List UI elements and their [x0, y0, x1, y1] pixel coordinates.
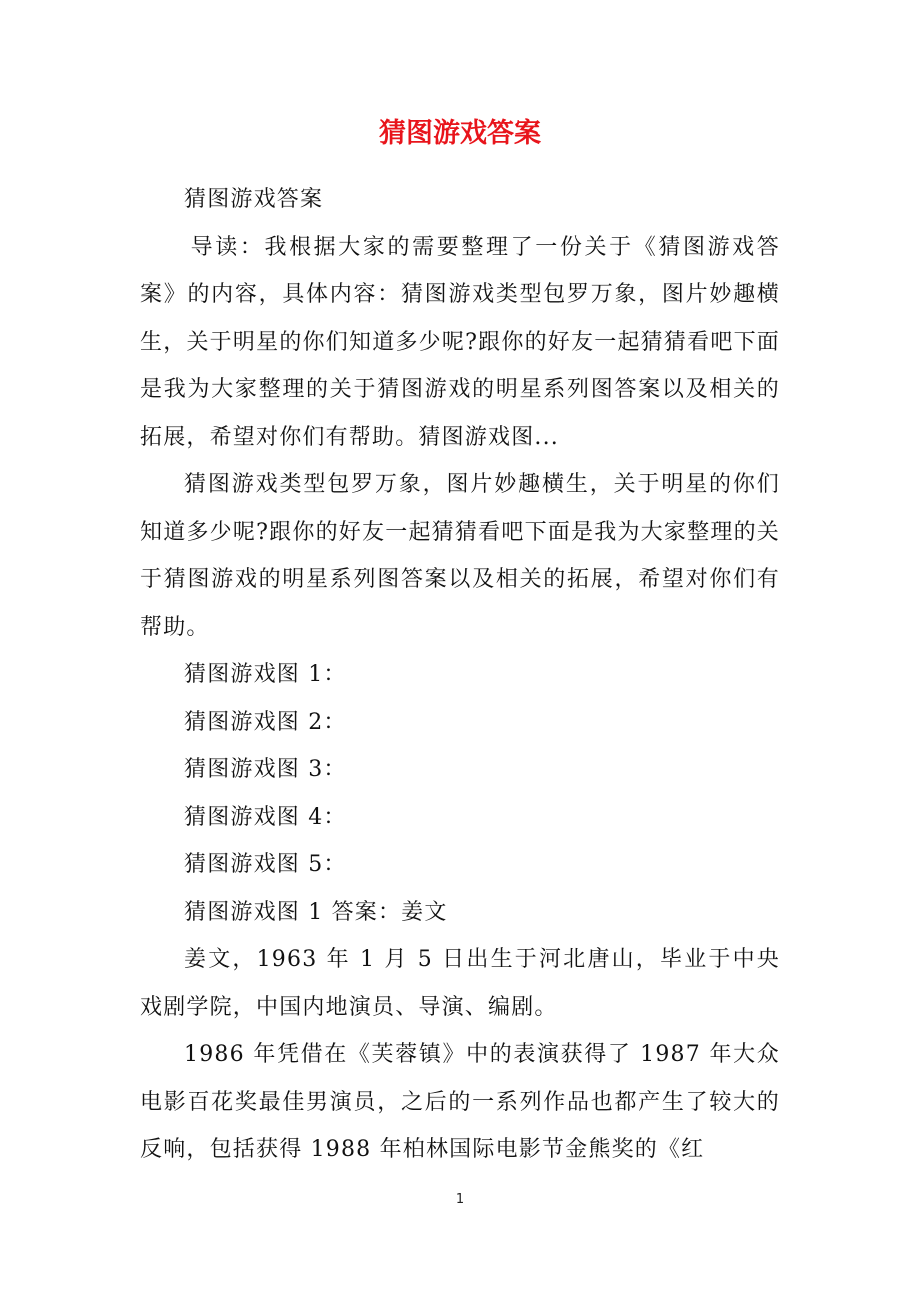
paragraph-career: 1986 年凭借在《芙蓉镇》中的表演获得了 1987 年大众电影百花奖最佳男演员，之后的一系列作品也都产生了较大的反响，包括获得 1988 年柏林国际电影节金熊奖的《红 — [140, 1042, 780, 1162]
paragraph-figure-1: 猜图游戏图 1： — [184, 662, 347, 687]
paragraph-figure-3: 猜图游戏图 3： — [184, 757, 347, 782]
paragraph-figure-4: 猜图游戏图 4： — [184, 804, 347, 830]
document-body — [140, 176, 780, 1174]
document-title: 猜图游戏答案 — [379, 118, 541, 149]
paragraph-intro: 导读：我根据大家的需要整理了一份关于《猜图游戏答案》的内容，具体内容：猜图游戏类型包罗万象，图片妙趣横生，关于明星的你们知道多少呢?跟你的好友一起猜猜看吧下面是我为大家整理的关于猜图游戏的明星系列图答案以及相关的拓展，希望对你们有帮助。猜图游戏图... — [140, 234, 780, 450]
paragraph-figure-2: 猜图游戏图 2： — [184, 709, 347, 735]
paragraph-figure-5: 猜图游戏图 5： — [184, 852, 347, 877]
page-number: 1 — [455, 1192, 465, 1207]
paragraph-subtitle: 猜图游戏答案 — [184, 187, 324, 212]
paragraph-summary: 猜图游戏类型包罗万象，图片妙趣横生，关于明星的你们知道多少呢?跟你的好友一起猜猜看吧下面是我为大家整理的关于猜图游戏的明星系列图答案以及相关的拓展，希望对你们有帮助。 — [140, 472, 780, 640]
paragraph-answer-1: 猜图游戏图 1 答案：姜文 — [184, 899, 448, 925]
paragraph-biography: 姜文，1963 年 1 月 5 日出生于河北唐山，毕业于中央戏剧学院，中国内地演员、导演、编剧。 — [140, 947, 780, 1020]
